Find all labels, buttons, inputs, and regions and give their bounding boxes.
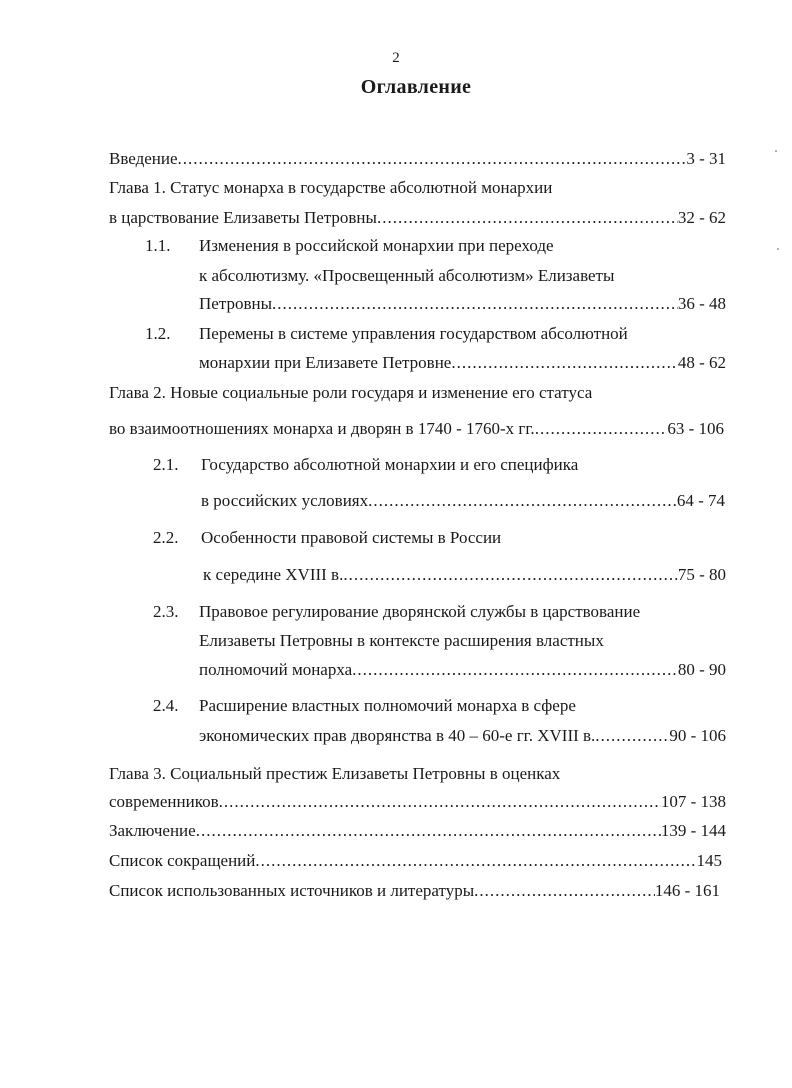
toc-section-1-2-heading: Перемены в системе управления государством абсолютной bbox=[199, 324, 628, 343]
toc-entry-section-2-4 bbox=[199, 726, 726, 746]
toc-entry-chapter-1 bbox=[109, 208, 726, 228]
toc-leader-dots bbox=[535, 419, 668, 439]
toc-section-2-4-heading: Расширение властных полномочий монарха в сфере bbox=[199, 696, 576, 715]
toc-entry-pages: 146 - 161 bbox=[654, 881, 720, 900]
toc-entry-section-2-1 bbox=[201, 491, 725, 511]
toc-entry-pages: 90 - 106 bbox=[669, 726, 726, 745]
toc-leader-dots bbox=[474, 881, 655, 901]
toc-entry-text: Список использованных источников и литературы bbox=[109, 881, 475, 900]
toc-section-number: 1.1. bbox=[145, 236, 171, 255]
toc-leader-dots bbox=[196, 821, 661, 841]
toc-leader-dots bbox=[352, 660, 678, 680]
toc-entry-pages: 63 - 106 bbox=[667, 419, 724, 438]
toc-leader-dots bbox=[343, 565, 677, 585]
toc-entry-pages: 75 - 80 bbox=[677, 565, 726, 584]
toc-entry-text: Список сокращений bbox=[109, 851, 256, 870]
toc-entry-section-2-2 bbox=[203, 565, 726, 585]
toc-section-number: 2.3. bbox=[153, 602, 179, 621]
toc-leader-dots bbox=[178, 149, 687, 169]
toc-section-number: 2.4. bbox=[153, 696, 179, 715]
toc-entry-pages: 139 - 144 bbox=[660, 821, 726, 840]
toc-entry-text: во взаимоотношениях монарха и дворян в 1740 - 1760-х гг. bbox=[109, 419, 535, 438]
toc-entry-pages: 32 - 62 bbox=[677, 208, 726, 227]
toc-entry-section-1-2 bbox=[199, 353, 726, 373]
toc-entry-text: в царствование Елизаветы Петровны bbox=[109, 208, 377, 227]
toc-entry-section-2-3 bbox=[199, 660, 726, 680]
toc-entry-pages: 80 - 90 bbox=[677, 660, 726, 679]
toc-entry-pages: 3 - 31 bbox=[686, 149, 726, 168]
toc-chapter-2-heading: Глава 2. Новые социальные роли государя и изменение его статуса bbox=[109, 383, 593, 402]
toc-entry-text: к середине XVIII в. bbox=[203, 565, 344, 584]
toc-entry-text: современников bbox=[109, 792, 219, 811]
toc-entry-introduction bbox=[109, 149, 726, 169]
scan-speck bbox=[777, 248, 779, 250]
toc-entry-section-1-1 bbox=[199, 294, 726, 314]
toc-leader-dots bbox=[595, 726, 669, 746]
toc-entry-pages: 36 - 48 bbox=[677, 294, 726, 313]
toc-leader-dots bbox=[272, 294, 678, 314]
toc-entry-pages: 64 - 74 bbox=[676, 491, 725, 510]
toc-entry-text: Введение bbox=[109, 149, 178, 168]
toc-chapter-1-heading: Глава 1. Статус монарха в государстве абсолютной монархии bbox=[109, 178, 553, 197]
toc-entry-text: монархии при Елизавете Петровне bbox=[199, 353, 452, 372]
toc-entry-pages: 48 - 62 bbox=[677, 353, 726, 372]
toc-section-2-3-heading-line2: Елизаветы Петровны в контексте расширения властных bbox=[199, 631, 604, 650]
toc-entry-pages: 107 - 138 bbox=[660, 792, 726, 811]
page-number: 2 bbox=[392, 50, 400, 66]
toc-entry-text: Заключение bbox=[109, 821, 196, 840]
toc-section-number: 2.2. bbox=[153, 528, 179, 547]
toc-entry-chapter-2 bbox=[109, 419, 724, 439]
toc-section-number: 2.1. bbox=[153, 455, 179, 474]
toc-entry-text: Петровны bbox=[199, 294, 273, 313]
toc-leader-dots bbox=[368, 491, 677, 511]
toc-entry-pages: 145 bbox=[696, 851, 722, 870]
toc-section-number: 1.2. bbox=[145, 324, 171, 343]
toc-chapter-3-heading: Глава 3. Социальный престиж Елизаветы Петровны в оценках bbox=[109, 764, 561, 783]
toc-entry-bibliography bbox=[109, 881, 720, 901]
toc-entry-text: в российских условиях bbox=[201, 491, 369, 510]
page-title: Оглавление bbox=[360, 76, 472, 98]
toc-section-1-1-heading-line2: к абсолютизму. «Просвещенный абсолютизм» Елизаветы bbox=[199, 266, 615, 285]
toc-entry-abbreviations bbox=[109, 851, 722, 871]
toc-entry-conclusion bbox=[109, 821, 726, 841]
toc-entry-text: полномочий монарха bbox=[199, 660, 353, 679]
toc-leader-dots bbox=[377, 208, 678, 228]
toc-leader-dots bbox=[219, 792, 661, 812]
toc-section-2-3-heading: Правовое регулирование дворянской службы в царствование bbox=[199, 602, 641, 621]
toc-section-2-2-heading: Особенности правовой системы в России bbox=[201, 528, 502, 547]
toc-entry-text: экономических прав дворянства в 40 – 60-е гг. XVIII в. bbox=[199, 726, 596, 745]
toc-leader-dots bbox=[451, 353, 677, 373]
toc-section-2-1-heading: Государство абсолютной монархии и его специфика bbox=[201, 455, 579, 474]
toc-entry-chapter-3 bbox=[109, 792, 726, 812]
toc-section-1-1-heading: Изменения в российской монархии при переходе bbox=[199, 236, 554, 255]
toc-leader-dots bbox=[255, 851, 696, 871]
scan-speck bbox=[775, 150, 777, 152]
